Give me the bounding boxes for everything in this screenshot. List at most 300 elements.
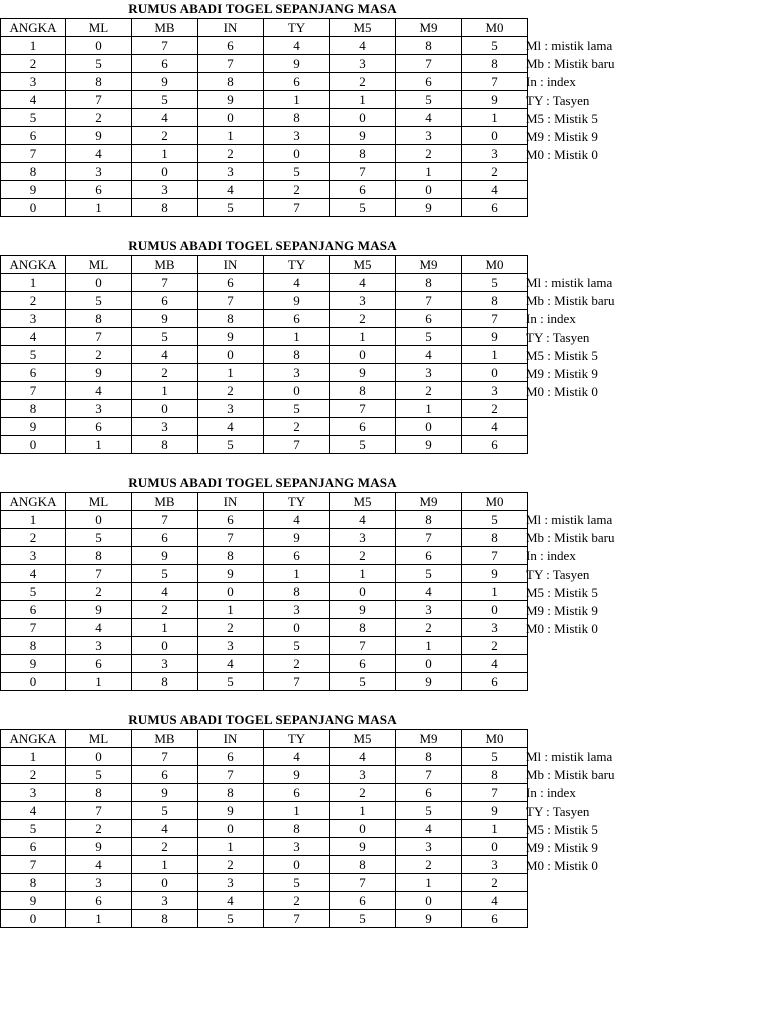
table-cell: 9 (1, 181, 66, 199)
table-cell: 7 (132, 511, 198, 529)
table-cell: 4 (198, 892, 264, 910)
column-header: TY (264, 256, 330, 274)
table-cell: 4 (396, 820, 462, 838)
table-cell: 4 (132, 820, 198, 838)
table-cell: 8 (330, 856, 396, 874)
table-row (1, 181, 528, 199)
table-cell: 2 (198, 382, 264, 400)
column-header: M0 (462, 730, 528, 748)
table-cell: 7 (462, 310, 528, 328)
column-header: TY (264, 730, 330, 748)
table-cell: 4 (462, 655, 528, 673)
table-cell: 3 (462, 145, 528, 163)
table-cell: 3 (462, 382, 528, 400)
table-body (1, 511, 528, 691)
table-cell: 7 (396, 766, 462, 784)
table-cell: 2 (462, 163, 528, 181)
table-cell: 0 (198, 109, 264, 127)
table-cell: 9 (396, 673, 462, 691)
table-cell: 4 (1, 328, 66, 346)
table-cell: 7 (66, 802, 132, 820)
table-row (1, 856, 528, 874)
table-cell: 5 (396, 565, 462, 583)
table-cell: 7 (462, 547, 528, 565)
table-cell: 6 (264, 784, 330, 802)
table-cell: 7 (66, 328, 132, 346)
table-cell: 6 (396, 310, 462, 328)
legend-item: M9 : Mistik 9 (526, 365, 598, 381)
table-cell: 7 (198, 292, 264, 310)
table-cell: 6 (1, 601, 66, 619)
table-row (1, 292, 528, 310)
table-cell: 6 (132, 529, 198, 547)
table-cell: 0 (462, 838, 528, 856)
table-cell: 5 (264, 874, 330, 892)
table-cell: 7 (264, 910, 330, 928)
column-header: MB (132, 19, 198, 37)
table-cell: 8 (198, 73, 264, 91)
table-cell: 0 (462, 364, 528, 382)
legend-item: Ml : mistik lama (526, 275, 613, 290)
table-cell: 1 (330, 802, 396, 820)
table-cell: 8 (132, 199, 198, 217)
table-cell: 9 (66, 601, 132, 619)
table-cell: 4 (1, 91, 66, 109)
table-cell: 4 (396, 346, 462, 364)
table-cell: 1 (396, 163, 462, 181)
table-cell: 0 (132, 637, 198, 655)
table-cell: 1 (330, 565, 396, 583)
table-cell: 8 (396, 748, 462, 766)
table-cell: 0 (1, 673, 66, 691)
table-row (1, 748, 528, 766)
table-body (1, 274, 528, 454)
table-cell: 6 (462, 436, 528, 454)
table-cell: 6 (66, 418, 132, 436)
legend-item: M5 : Mistik 5 (526, 821, 598, 837)
table-cell: 8 (132, 910, 198, 928)
table-cell: 5 (66, 292, 132, 310)
table-cell: 0 (132, 163, 198, 181)
table-cell: 0 (330, 346, 396, 364)
table-cell: 9 (66, 364, 132, 382)
table-cell: 8 (462, 292, 528, 310)
table-cell: 7 (330, 874, 396, 892)
table-row (1, 874, 528, 892)
legend-item: Ml : mistik lama (526, 512, 613, 527)
table-cell: 7 (66, 565, 132, 583)
table-cell: 9 (66, 838, 132, 856)
table-cell: 3 (132, 181, 198, 199)
table-cell: 3 (198, 163, 264, 181)
table-cell: 2 (132, 364, 198, 382)
table-cell: 3 (330, 292, 396, 310)
block-title: RUMUS ABADI TOGEL SEPANJANG MASA (128, 712, 397, 727)
column-header: IN (198, 493, 264, 511)
table-cell: 8 (132, 436, 198, 454)
table-cell: 0 (1, 910, 66, 928)
table-row (1, 400, 528, 418)
table-cell: 1 (132, 145, 198, 163)
table-cell: 7 (330, 163, 396, 181)
table-cell: 6 (396, 547, 462, 565)
table-cell: 5 (1, 109, 66, 127)
table-cell: 4 (198, 181, 264, 199)
table-cell: 3 (1, 310, 66, 328)
table-cell: 9 (264, 292, 330, 310)
table-cell: 1 (396, 637, 462, 655)
column-header: ANGKA (1, 493, 66, 511)
column-header: M5 (330, 730, 396, 748)
table-row (1, 127, 528, 145)
table-cell: 7 (1, 856, 66, 874)
table-cell: 5 (198, 910, 264, 928)
table-cell: 1 (132, 856, 198, 874)
table-cell: 1 (396, 874, 462, 892)
column-header: ML (66, 493, 132, 511)
column-header: M9 (396, 256, 462, 274)
table-cell: 2 (462, 400, 528, 418)
table-row (1, 364, 528, 382)
table-row (1, 436, 528, 454)
table-cell: 9 (198, 565, 264, 583)
table-row (1, 163, 528, 181)
table-cell: 3 (396, 127, 462, 145)
table-cell: 4 (396, 583, 462, 601)
table-cell: 6 (396, 784, 462, 802)
table-row (1, 673, 528, 691)
table-cell: 3 (396, 601, 462, 619)
table-cell: 3 (264, 364, 330, 382)
table-cell: 7 (198, 55, 264, 73)
table-cell: 7 (66, 91, 132, 109)
table-cell: 2 (66, 109, 132, 127)
table-cell: 7 (1, 619, 66, 637)
legend-item: M5 : Mistik 5 (526, 584, 598, 600)
table-cell: 0 (264, 619, 330, 637)
table-cell: 2 (396, 856, 462, 874)
table-cell: 4 (1, 565, 66, 583)
table-cell: 5 (132, 328, 198, 346)
table-cell: 1 (198, 601, 264, 619)
table-cell: 5 (330, 673, 396, 691)
table-cell: 1 (264, 328, 330, 346)
table-cell: 0 (1, 199, 66, 217)
table-cell: 4 (1, 802, 66, 820)
table-cell: 8 (462, 766, 528, 784)
table-row (1, 655, 528, 673)
table-cell: 6 (198, 274, 264, 292)
legend-item: Mb : Mistik baru (526, 767, 615, 783)
legend-item: In : index (526, 548, 576, 564)
table-cell: 3 (66, 400, 132, 418)
table-cell: 4 (264, 274, 330, 292)
table-body (1, 37, 528, 217)
table-row (1, 547, 528, 565)
legend-item: In : index (526, 785, 576, 801)
table-cell: 5 (132, 91, 198, 109)
table-cell: 0 (330, 820, 396, 838)
table-cell: 5 (462, 274, 528, 292)
column-header: IN (198, 730, 264, 748)
table-cell: 6 (1, 127, 66, 145)
table-cell: 8 (330, 382, 396, 400)
table-cell: 7 (396, 529, 462, 547)
block-title: RUMUS ABADI TOGEL SEPANJANG MASA (128, 475, 397, 490)
table-cell: 5 (1, 346, 66, 364)
column-header: M9 (396, 19, 462, 37)
table-cell: 2 (264, 418, 330, 436)
table-cell: 4 (198, 418, 264, 436)
formula-table (0, 18, 528, 217)
table-cell: 1 (330, 328, 396, 346)
table-cell: 9 (66, 127, 132, 145)
table-cell: 3 (264, 127, 330, 145)
formula-table (0, 492, 528, 691)
table-cell: 4 (66, 145, 132, 163)
legend-list (526, 748, 614, 875)
table-cell: 5 (264, 163, 330, 181)
table-cell: 0 (330, 109, 396, 127)
table-cell: 9 (1, 655, 66, 673)
table-cell: 0 (66, 37, 132, 55)
table-cell: 1 (66, 910, 132, 928)
table-cell: 4 (396, 109, 462, 127)
legend-item: M0 : Mistik 0 (526, 384, 598, 400)
legend-item: Ml : mistik lama (526, 749, 613, 764)
table-cell: 6 (66, 655, 132, 673)
table-cell: 8 (1, 874, 66, 892)
table-cell: 8 (66, 73, 132, 91)
table-cell: 3 (330, 55, 396, 73)
table-cell: 0 (132, 400, 198, 418)
table-cell: 4 (198, 655, 264, 673)
table-row (1, 619, 528, 637)
table-cell: 1 (264, 91, 330, 109)
table-row (1, 382, 528, 400)
table-row (1, 838, 528, 856)
table-cell: 5 (462, 37, 528, 55)
header-row (1, 256, 528, 274)
table-cell: 8 (198, 547, 264, 565)
table-cell: 5 (198, 199, 264, 217)
table-cell: 3 (132, 655, 198, 673)
table-cell: 4 (330, 511, 396, 529)
table-row (1, 637, 528, 655)
table-row (1, 601, 528, 619)
table-cell: 0 (132, 874, 198, 892)
legend-list (526, 37, 614, 164)
table-cell: 5 (462, 511, 528, 529)
table-cell: 8 (66, 784, 132, 802)
table-cell: 9 (330, 127, 396, 145)
table-cell: 1 (462, 820, 528, 838)
table-cell: 2 (66, 583, 132, 601)
table-cell: 1 (198, 127, 264, 145)
table-cell: 4 (330, 748, 396, 766)
table-cell: 4 (132, 583, 198, 601)
table-cell: 7 (396, 292, 462, 310)
table-cell: 8 (462, 529, 528, 547)
table-cell: 1 (462, 346, 528, 364)
table-cell: 3 (462, 856, 528, 874)
table-cell: 4 (462, 892, 528, 910)
block-title: RUMUS ABADI TOGEL SEPANJANG MASA (128, 1, 397, 16)
table-cell: 0 (396, 892, 462, 910)
table-cell: 8 (1, 400, 66, 418)
table-cell: 0 (396, 418, 462, 436)
table-cell: 7 (132, 37, 198, 55)
table-cell: 5 (1, 583, 66, 601)
table-cell: 9 (198, 802, 264, 820)
table-cell: 1 (330, 91, 396, 109)
table-cell: 5 (66, 529, 132, 547)
legend-item: M0 : Mistik 0 (526, 147, 598, 163)
table-cell: 6 (132, 766, 198, 784)
table-cell: 4 (330, 37, 396, 55)
table-cell: 1 (396, 400, 462, 418)
table-row (1, 511, 528, 529)
table-cell: 8 (132, 673, 198, 691)
table-cell: 1 (462, 109, 528, 127)
table-cell: 2 (1, 292, 66, 310)
column-header: ANGKA (1, 19, 66, 37)
table-cell: 2 (330, 73, 396, 91)
table-cell: 9 (1, 418, 66, 436)
table-row (1, 310, 528, 328)
column-header: ANGKA (1, 730, 66, 748)
table-cell: 6 (198, 37, 264, 55)
table-row (1, 820, 528, 838)
table-cell: 6 (132, 292, 198, 310)
column-header: ML (66, 256, 132, 274)
table-cell: 2 (1, 529, 66, 547)
table-cell: 1 (264, 565, 330, 583)
table-cell: 1 (132, 382, 198, 400)
table-cell: 2 (66, 820, 132, 838)
table-cell: 7 (330, 637, 396, 655)
table-cell: 6 (264, 310, 330, 328)
table-cell: 7 (198, 766, 264, 784)
legend-item: Mb : Mistik baru (526, 56, 615, 72)
table-cell: 3 (1, 73, 66, 91)
table-cell: 6 (264, 547, 330, 565)
table-cell: 3 (66, 163, 132, 181)
table-cell: 7 (462, 784, 528, 802)
table-cell: 0 (198, 346, 264, 364)
column-header: M0 (462, 19, 528, 37)
table-row (1, 91, 528, 109)
legend-item: TY : Tasyen (526, 803, 590, 819)
column-header: ML (66, 730, 132, 748)
table-cell: 0 (396, 655, 462, 673)
table-cell: 3 (132, 418, 198, 436)
table-cell: 7 (198, 529, 264, 547)
table-row (1, 529, 528, 547)
table-cell: 8 (198, 310, 264, 328)
table-cell: 0 (264, 856, 330, 874)
table-cell: 8 (66, 547, 132, 565)
table-cell: 1 (66, 673, 132, 691)
table-cell: 2 (330, 310, 396, 328)
table-cell: 6 (462, 673, 528, 691)
table-cell: 8 (462, 55, 528, 73)
column-header: IN (198, 256, 264, 274)
header-row (1, 19, 528, 37)
table-cell: 0 (330, 583, 396, 601)
table-cell: 2 (132, 601, 198, 619)
table-cell: 8 (198, 784, 264, 802)
table-cell: 2 (1, 55, 66, 73)
table-cell: 7 (132, 274, 198, 292)
table-cell: 1 (66, 199, 132, 217)
table-cell: 2 (264, 655, 330, 673)
table-cell: 1 (1, 511, 66, 529)
table-cell: 5 (264, 400, 330, 418)
table-cell: 9 (462, 802, 528, 820)
table-cell: 0 (66, 748, 132, 766)
table-cell: 1 (462, 583, 528, 601)
table-cell: 1 (198, 838, 264, 856)
table-cell: 8 (1, 163, 66, 181)
column-header: IN (198, 19, 264, 37)
table-cell: 2 (330, 547, 396, 565)
column-header: M9 (396, 493, 462, 511)
table-cell: 6 (330, 418, 396, 436)
table-cell: 2 (198, 856, 264, 874)
legend-item: In : index (526, 311, 576, 327)
table-row (1, 73, 528, 91)
table-cell: 5 (462, 748, 528, 766)
table-cell: 0 (66, 274, 132, 292)
table-cell: 8 (330, 145, 396, 163)
legend-item: M0 : Mistik 0 (526, 858, 598, 874)
legend-item: M9 : Mistik 9 (526, 128, 598, 144)
table-cell: 9 (330, 838, 396, 856)
table-cell: 3 (66, 637, 132, 655)
table-row (1, 802, 528, 820)
table-row (1, 109, 528, 127)
column-header: MB (132, 256, 198, 274)
table-cell: 4 (66, 382, 132, 400)
table-cell: 0 (66, 511, 132, 529)
table-cell: 7 (264, 436, 330, 454)
table-cell: 9 (330, 601, 396, 619)
table-row (1, 565, 528, 583)
table-cell: 4 (264, 748, 330, 766)
table-cell: 4 (132, 346, 198, 364)
table-cell: 9 (462, 91, 528, 109)
table-cell: 7 (1, 382, 66, 400)
table-cell: 6 (66, 892, 132, 910)
table-cell: 1 (66, 436, 132, 454)
table-cell: 9 (462, 565, 528, 583)
table-cell: 9 (132, 784, 198, 802)
table-cell: 9 (396, 199, 462, 217)
table-cell: 2 (66, 346, 132, 364)
table-cell: 8 (66, 310, 132, 328)
table-cell: 5 (330, 436, 396, 454)
column-header: M5 (330, 256, 396, 274)
table-cell: 1 (1, 748, 66, 766)
table-cell: 3 (264, 838, 330, 856)
table-cell: 7 (132, 748, 198, 766)
table-cell: 3 (330, 766, 396, 784)
table-cell: 9 (396, 436, 462, 454)
legend-item: M9 : Mistik 9 (526, 602, 598, 618)
table-cell: 3 (396, 838, 462, 856)
table-cell: 3 (264, 601, 330, 619)
